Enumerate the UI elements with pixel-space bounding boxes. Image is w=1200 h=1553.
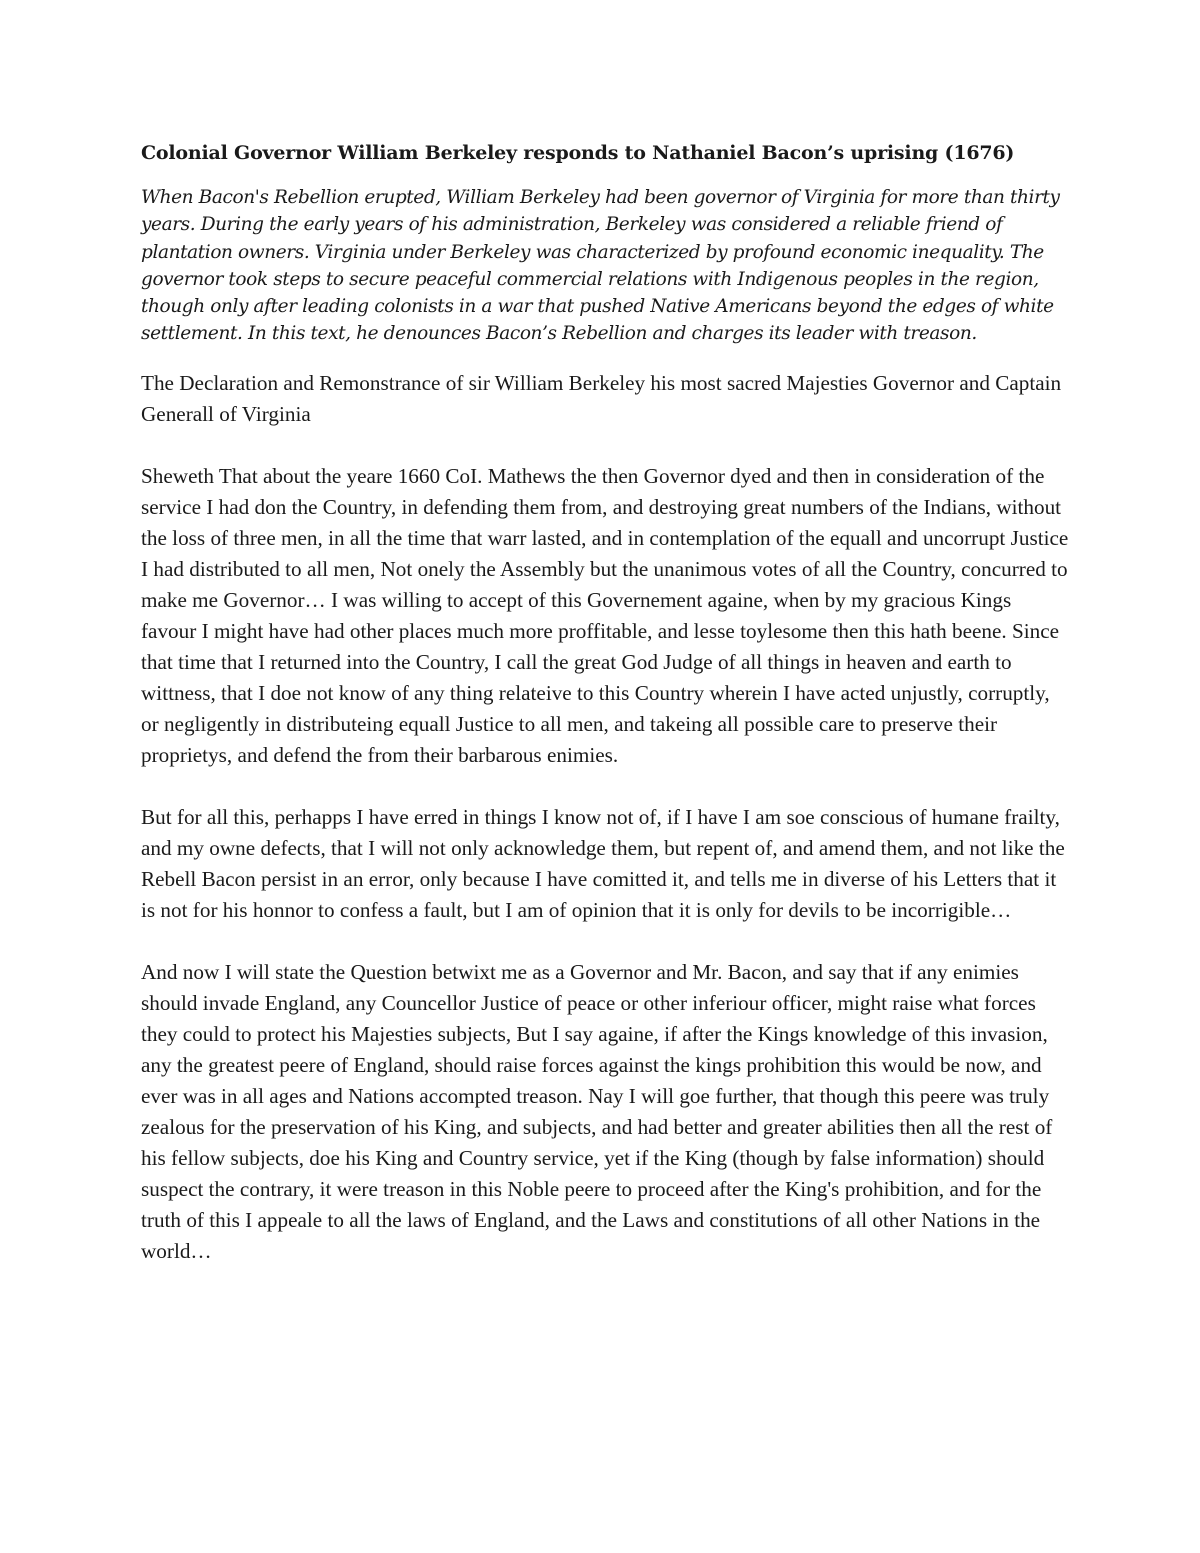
body-paragraph: But for all this, perhapps I have erred in things I know not of, if I have I am soe conscious of humane frailty, and my owne defects, that I will not only acknowledge them, but repent of, and amend them, and not like the Rebell Bacon persist in an error, only because I have comitted it, and tells me in diverse of his Letters that it is not for his honnor to confess a fault, but I am of opinion that it is only for devils to be incorrigible…	[141, 804, 1065, 922]
intro-paragraph: When Bacon's Rebellion erupted, William Berkeley had been governor of Virginia for more than thirty years. During the early years of his administration, Berkeley was considered a reliable friend of plantation owners. Virginia under Berkeley was characterized by profound economic inequality. The governor took steps to secure peaceful commercial relations with Indigenous peoples in the region, though only after leading colonists in a war that pushed Native Americans beyond the edges of white settlement. In this text, he denounces Bacon’s Rebellion and charges its leader with treason.	[141, 187, 1060, 345]
document-page	[141, 140, 1071, 1298]
body-paragraph: Sheweth That about the yeare 1660 CoI. Mathews the then Governor dyed and then in consideration of the service I had don the Country, in defending them from, and destroying great numbers of the Indians, without the loss of three men, in all the time that warr lasted, and in contemplation of the equall and uncorrupt Justice I had distributed to all men, Not onely the Assembly but the unanimous votes of all the Country, concurred to make me Governor… I was willing to accept of this Governement againe, when by my gracious Kings favour I might have had other places much more proffitable, and lesse toylesome then this hath beene. Since that time that I returned into the Country, I call the great God Judge of all things in heaven and earth to wittness, that I doe not know of any thing relateive to this Country wherein I have acted unjustly, corruptly, or negligently in distributeing equall Justice to all men, and takeing all possible care to preserve their proprietys, and defend the from their barbarous enimies.	[141, 463, 1069, 767]
document-title: Colonial Governor William Berkeley responds to Nathaniel Bacon’s uprising (1676)	[141, 142, 1015, 164]
declaration-heading: The Declaration and Remonstrance of sir William Berkeley his most sacred Majesties Governor and Captain Generall of Virginia	[141, 370, 1062, 426]
body-paragraph: And now I will state the Question betwixt me as a Governor and Mr. Bacon, and say that if any enimies should invade England, any Councellor Justice of peace or other inferiour officer, might raise what forces they could to protect his Majesties subjects, But I say againe, if after the Kings knowledge of this invasion, any the greatest peere of England, should raise forces against the kings prohibition this would be now, and ever was in all ages and Nations accompted treason. Nay I will goe further, that though this peere was truly zealous for the preservation of his King, and subjects, and had better and greater abilities then all the rest of his fellow subjects, doe his King and Country service, yet if the King (though by false information) should suspect the contrary, it were treason in this Noble peere to proceed after the King's prohibition, and for the truth of this I appeale to all the laws of England, and the Laws and constitutions of all other Nations in the world…	[141, 959, 1053, 1263]
